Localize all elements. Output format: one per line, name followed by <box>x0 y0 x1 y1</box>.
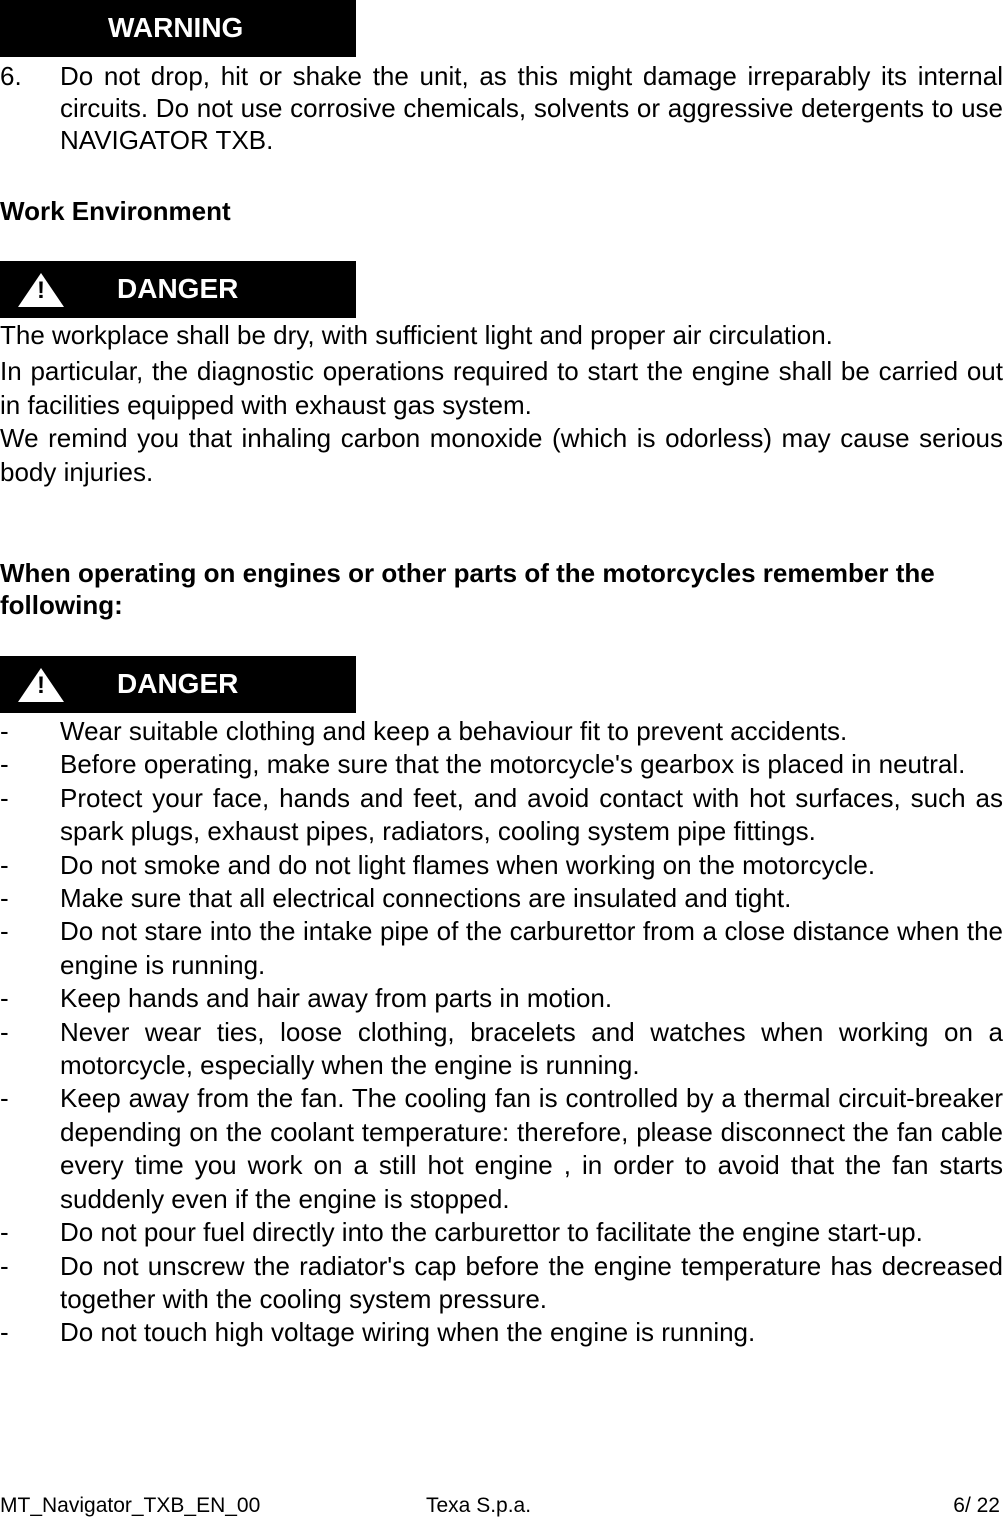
list-item <box>0 915 1003 982</box>
list-item <box>0 1316 1003 1349</box>
footer-doc-code: MT_Navigator_TXB_EN_00 <box>0 1494 261 1517</box>
list-item-text: Do not touch high voltage wiring when the engine is running. <box>60 1317 756 1348</box>
list-item <box>0 1016 1003 1083</box>
list-item-text: Do not unscrew the radiator's cap before the engine temperature has decreased together with the cooling system pressure. <box>60 1250 1003 1314</box>
bullet-dash: - <box>0 883 9 914</box>
work-env-paragraph-1: The workplace shall be dry, with sufficient light and proper air circulation. <box>0 320 833 350</box>
list-item-text: Wear suitable clothing and keep a behaviour fit to prevent accidents. <box>60 716 848 746</box>
numbered-item-6 <box>0 60 1003 156</box>
warning-banner <box>0 0 356 57</box>
list-item <box>0 1082 1003 1216</box>
bullet-dash: - <box>0 916 9 947</box>
list-item-text: Protect your face, hands and feet, and avoid contact with hot surfaces, such as spark plugs, exhaust pipes, radiators, cooling system pipe fittings. <box>60 782 1003 847</box>
danger-banner <box>0 656 356 713</box>
bullet-dash: - <box>0 782 9 813</box>
item-number: 6. <box>0 61 22 91</box>
work-env-paragraph-2: In particular, the diagnostic operations required to start the engine shall be carried out in facilities equipped with exhaust gas system. <box>0 356 1003 420</box>
list-item-text: Do not smoke and do not light flames when working on the motorcycle. <box>60 849 876 880</box>
list-item-text: Never wear ties, loose clothing, bracelets and watches when working on a motorcycle, especially when the engine is running. <box>60 1016 1003 1081</box>
bullet-dash: - <box>0 1016 9 1047</box>
list-item <box>0 882 1003 915</box>
warning-label: WARNING <box>108 12 244 43</box>
bullet-dash: - <box>0 749 9 780</box>
list-item <box>0 782 1003 849</box>
section-heading-work-environment: Work Environment <box>0 196 231 226</box>
list-item <box>0 849 1003 882</box>
bullet-dash: - <box>0 1217 9 1248</box>
work-env-paragraph-3: We remind you that inhaling carbon monoxide (which is odorless) may cause serious body injuries. <box>0 423 1003 487</box>
item-text: Do not drop, hit or shake the unit, as this might damage irreparably its internal circuits. Do not use corrosive chemicals, solvents or aggressive detergents to use NAVIGATOR TXB. <box>60 61 1003 155</box>
safety-bullet-list <box>0 715 1003 1350</box>
list-item-text: Keep away from the fan. The cooling fan is controlled by a thermal circuit-breaker depending on the coolant temperature: therefore, please disconnect the fan cable every time you work on a still hot engine , in order to avoid that the fan starts suddenly even if the engine is stopped. <box>60 1083 1003 1214</box>
danger-label: DANGER <box>117 273 239 304</box>
bullet-dash: - <box>0 716 9 746</box>
bullet-dash: - <box>0 1250 9 1281</box>
list-item-text: Make sure that all electrical connections are insulated and tight. <box>60 883 792 914</box>
list-item <box>0 1250 1003 1317</box>
section-heading-engines: When operating on engines or other parts of the motorcycles remember the following: <box>0 558 935 620</box>
list-item-text: Keep hands and hair away from parts in motion. <box>60 983 613 1014</box>
list-item <box>0 748 1003 781</box>
footer-page-number: 6/ 22 <box>953 1494 1000 1517</box>
list-item-text: Do not stare into the intake pipe of the carburettor from a close distance when the engine is running. <box>60 916 1003 980</box>
bullet-dash: - <box>0 1317 9 1348</box>
list-item <box>0 1216 1003 1249</box>
exclamation-icon: ! <box>37 277 45 304</box>
list-item <box>0 715 1003 748</box>
exclamation-icon: ! <box>37 672 45 699</box>
list-item <box>0 982 1003 1015</box>
bullet-dash: - <box>0 983 9 1014</box>
list-item-text: Do not pour fuel directly into the carburettor to facilitate the engine start-up. <box>60 1217 923 1248</box>
bullet-dash: - <box>0 849 9 880</box>
danger-label: DANGER <box>117 668 239 699</box>
list-item-text: Before operating, make sure that the motorcycle's gearbox is placed in neutral. <box>60 749 966 780</box>
footer-company: Texa S.p.a. <box>426 1494 532 1517</box>
bullet-dash: - <box>0 1083 9 1114</box>
danger-banner <box>0 261 356 318</box>
